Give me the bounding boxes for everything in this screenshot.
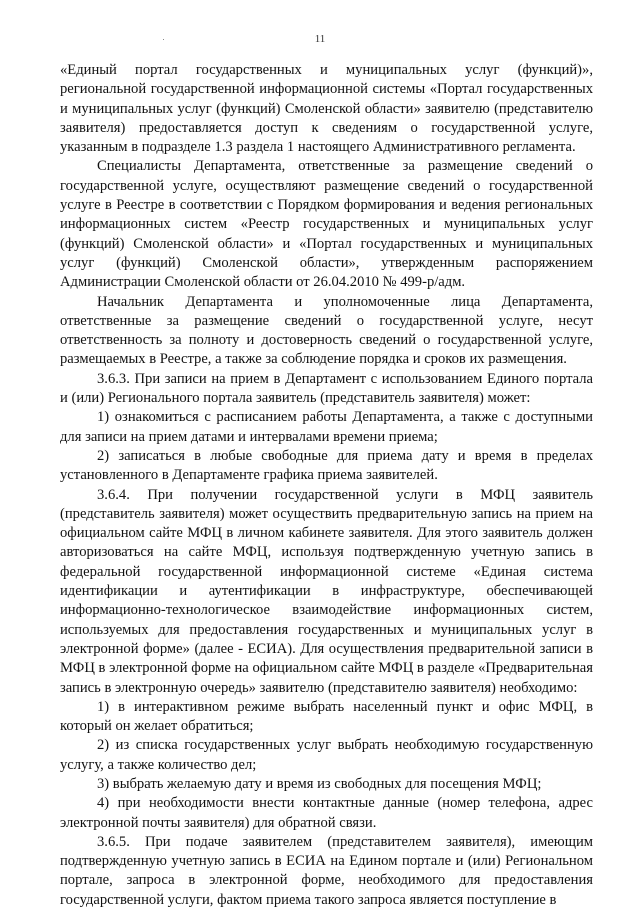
list-item-3-6-3-1: 1) ознакомиться с расписанием работы Департамента, а также с доступными для записи на прием датами и интервалами времени приема; <box>60 409 593 445</box>
list-item-3-6-4-1: 1) в интерактивном режиме выбрать населенный пункт и офис МФЦ, в который он желает обратиться; <box>60 698 593 735</box>
paragraph-3-6-3: 3.6.3. При записи на прием в Департамент с использованием Единого портала и (или) Регионального портала заявитель (представитель заявителя) может: <box>60 370 593 407</box>
page-number: 11 <box>314 33 326 45</box>
list-item-3-6-3-2: 2) записаться в любые свободные для приема дату и время в пределах установленного в Департаменте графика приема заявителей. <box>60 447 593 484</box>
list-item-3-6-4-2: 2) из списка государственных услуг выбрать необходимую государственную услугу, а также количество дел; <box>60 737 593 773</box>
paragraph-continuation: «Единый портал государственных и муниципальных услуг (функций)», региональной государственной информационной системы «Портал государственных и муниципальных услуг (функций) Смоленской области» заявителю (представителю заявителя) предоставляется доступ к сведениям о государственной услуге, указанным в подразделе 1.3 раздела 1 настоящего Административного регламента. <box>60 62 593 156</box>
list-item-3-6-4-4: 4) при необходимости внести контактные данные (номер телефона, адрес электронной почты заявителя) для обратной связи. <box>60 795 593 831</box>
paragraph-specialists: Специалисты Департамента, ответственные за размещение сведений о государственной услуге, осуществляют размещение сведений о государственной услуге в Реестре в соответствии с Порядком формирования и ведения региональных информационных систем «Реестр государственных и муниципальных услуг (функций) Смоленской области» и «Портал государственных и муниципальных услуг (функций) Смоленской области», утвержденным распоряжением Администрации Смоленской области от 26.04.2010 № 499-р/адм. <box>60 158 593 291</box>
paragraph-3-6-5: 3.6.5. При подаче заявителем (представителем заявителя), имеющим подтвержденную учетную запись в ЕСИА на Едином портале и (или) Региональном портале, запроса в электронной форме, необходимого для предоставления государственной услуги, фактом приема такого запроса является поступление в <box>60 833 593 908</box>
body-text <box>60 61 593 910</box>
paragraph-3-6-4: 3.6.4. При получении государственной услуги в МФЦ заявитель (представитель заявителя) может осуществить предварительную запись на прием на официальном сайте МФЦ в личном кабинете заявителя. Для этого заявитель должен авторизоваться на сайте МФЦ, используя подтвержденную учетную запись в федеральной государственной информационной системе «Единая система идентификации и аутентификации в инфраструктуре, обеспечивающей информационно-технологическое взаимодействие информационных систем, используемых для предоставления государственных и муниципальных услуг в электронной форме» (далее - ЕСИА). Для осуществления предварительной записи в МФЦ в электронной форме на официальном сайте МФЦ в разделе «Предварительная запись в электронную очередь» заявителю (представителю заявителя) необходимо: <box>60 486 593 696</box>
scan-speck <box>163 39 164 40</box>
paragraph-department-head: Начальник Департамента и уполномоченные лица Департамента, ответственные за размещение сведений о государственной услуге, несут ответственность за полноту и достоверность сведений о государственной услуге, размещаемых в Реестре, а также за соблюдение порядка и сроков их размещения. <box>60 293 593 368</box>
list-item-3-6-4-3: 3) выбрать желаемую дату и время из свободных для посещения МФЦ; <box>97 775 542 792</box>
